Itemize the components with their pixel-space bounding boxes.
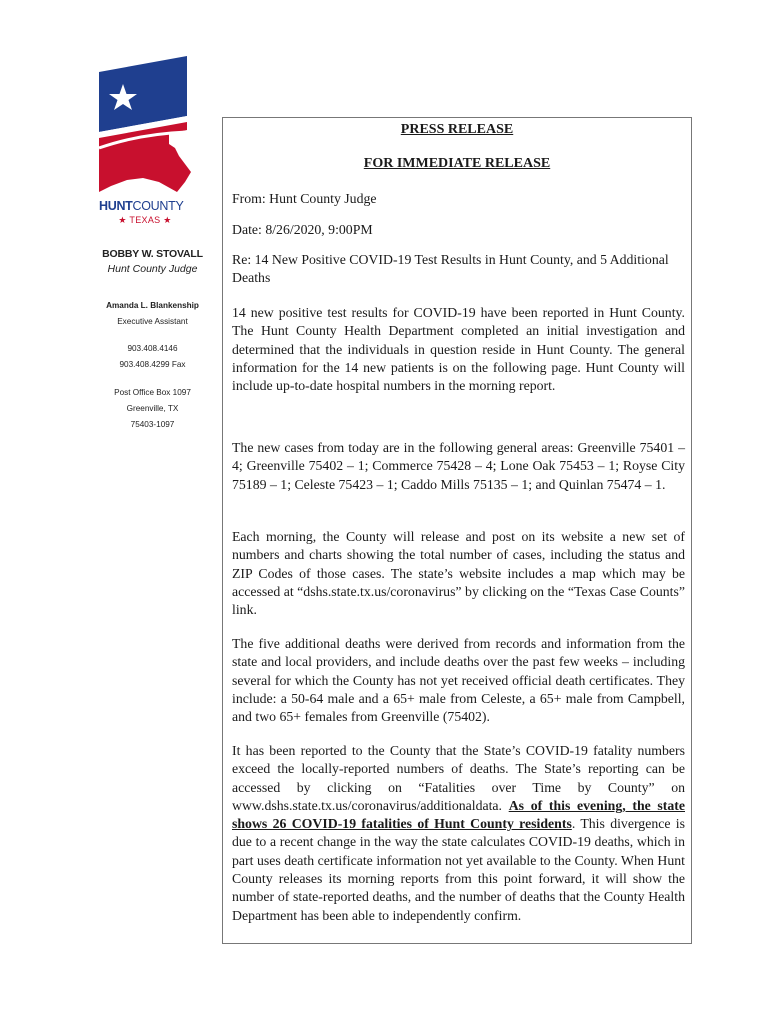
city: Greenville, TX — [126, 404, 179, 413]
assistant-block — [95, 298, 210, 330]
zip: 75403-1097 — [130, 420, 175, 429]
immediate-release-heading: FOR IMMEDIATE RELEASE — [363, 156, 551, 171]
hunt-county-logo — [99, 56, 191, 198]
address-block — [95, 385, 210, 433]
logo-wordmark: HUNTCOUNTY — [99, 199, 184, 213]
judge-name: BOBBY W. STOVALL — [102, 248, 203, 260]
paragraph-5 — [232, 742, 685, 925]
judge-block — [95, 248, 210, 275]
paragraph-4: The five additional deaths were derived from records and information from the state and local providers, and include deaths over the past few weeks – including several for which the County has not yet received official death certificates. They include: a 50-64 male and a 65+ male from Celeste, a 65+ male from Campbell, and two 65+ females from Greenville (75402). — [232, 636, 685, 725]
logo-subtitle: ★ TEXAS ★ — [118, 215, 172, 225]
judge-title: Hunt County Judge — [107, 263, 198, 275]
subject-line: Re: 14 New Positive COVID-19 Test Results in Hunt County, and 5 Additional Deaths — [232, 252, 669, 286]
fax-number: 903.408.4299 Fax — [119, 360, 186, 369]
paragraph-2: The new cases from today are in the following general areas: Greenville 75401 – 4; Greenville 75402 – 1; Commerce 75428 – 4; Lone Oak 75453 – 1; Royse City 75189 – 1; Celeste 75423 – 1; Caddo Mills 75135 – 1; and Quinlan 75474 – 1. — [232, 440, 685, 492]
paragraph-5-emphasis: As of this evening, the state shows 26 COVID-19 fatalities of Hunt County residents — [232, 797, 685, 832]
assistant-title: Executive Assistant — [117, 317, 188, 326]
phone-number: 903.408.4146 — [127, 344, 178, 353]
date-line: Date: 8/26/2020, 9:00PM — [232, 222, 373, 237]
paragraph-5-part-a: It has been reported to the County that the State’s COVID-19 fatality numbers exceed the locally-reported numbers of deaths. The State’s reporting can be accessed by clicking on “Fatalities over Time by County” on www.dshs.state.tx.us/coronavirus/additionaldata. — [232, 743, 685, 813]
from-line: From: Hunt County Judge — [232, 191, 377, 206]
press-release-heading: PRESS RELEASE — [400, 122, 514, 137]
assistant-name: Amanda L. Blankenship — [106, 301, 199, 310]
paragraph-1: 14 new positive test results for COVID-19 have been reported in Hunt County. The Hunt County Health Department completed an initial investigation and determined that the individuals in question reside in Hunt County. The general information for the 14 new patients is on the following page. Hunt County will include up-to-date hospital numbers in the morning report. — [232, 305, 685, 394]
po-box: Post Office Box 1097 — [114, 388, 191, 397]
phone-block — [95, 341, 210, 373]
paragraph-5-part-c: . This divergence is due to a recent change in the way the state calculates COVID-19 deaths, which in part uses death certificate information not yet available to the County. When Hunt County releases its morning reports from this point forward, it will show the number of state-reported deaths, and the number of deaths that the County Health Department has been able to independently confirm. — [232, 816, 685, 923]
paragraph-3: Each morning, the County will release and post on its website a new set of numbers and charts showing the total number of cases, including the status and ZIP Codes of those cases. The state’s website includes a map which may be accessed at “dshs.state.tx.us/coronavirus” by clicking on the “Texas Case Counts” link. — [232, 529, 685, 618]
